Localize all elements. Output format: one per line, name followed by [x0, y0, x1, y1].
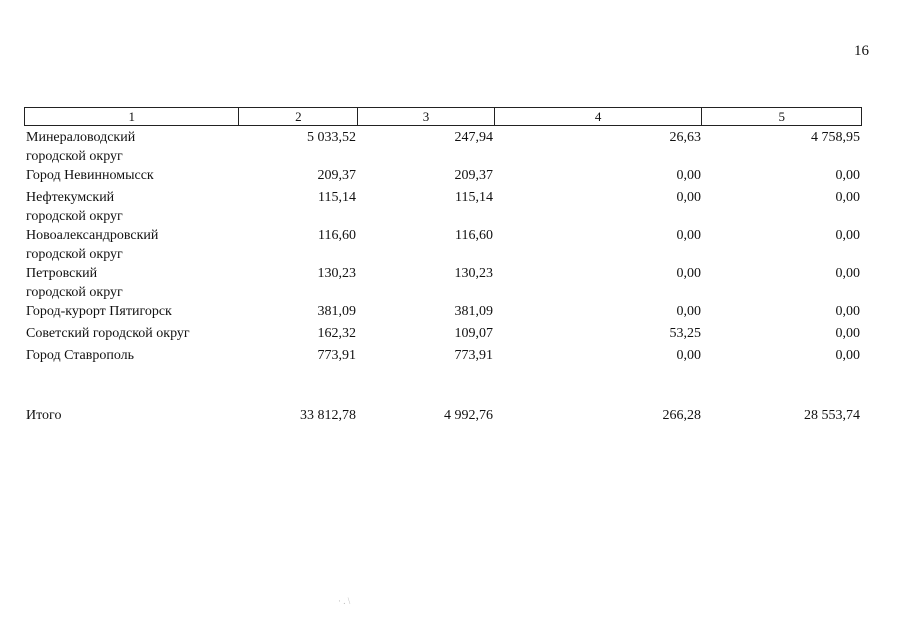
table-row — [24, 128, 862, 166]
table-header-row — [24, 107, 862, 126]
table-row — [24, 346, 862, 368]
cell-col-2: 116,60 — [318, 228, 356, 243]
row-name-line: городской округ — [26, 149, 123, 164]
header-col-1: 1 — [25, 108, 239, 125]
row-name-line: Нефтекумский — [26, 190, 115, 205]
cell-col-3: 247,94 — [454, 130, 493, 145]
cell-col-4: 0,00 — [676, 266, 701, 281]
total-col-3: 4 992,76 — [444, 408, 493, 423]
header-col-5: 5 — [778, 109, 785, 124]
row-name-line: городской округ — [26, 247, 123, 262]
cell-col-3: 381,09 — [454, 304, 493, 319]
cell-col-3: 209,37 — [454, 168, 493, 183]
header-col-4: 4 — [495, 108, 703, 125]
row-name — [24, 264, 239, 302]
table-row — [24, 264, 862, 302]
cell-col-2: 773,91 — [317, 348, 356, 363]
table-body — [24, 128, 862, 428]
total-row — [24, 406, 862, 428]
row-name: Город-курорт Пятигорск — [26, 304, 172, 319]
total-label: Итого — [26, 408, 62, 423]
cell-col-4: 0,00 — [676, 168, 701, 183]
table-row — [24, 188, 862, 226]
cell-col-3: 130,23 — [454, 266, 493, 281]
row-name-line: городской округ — [26, 285, 123, 300]
row-name — [24, 188, 239, 226]
row-name-line: Минераловодский — [26, 130, 136, 145]
cell-col-3: 773,91 — [454, 348, 493, 363]
cell-col-2: 162,32 — [317, 326, 356, 341]
cell-col-4: 0,00 — [676, 228, 701, 243]
total-col-5: 28 553,74 — [804, 408, 860, 423]
row-name: Город Невинномысск — [26, 168, 154, 183]
row-name — [24, 226, 239, 264]
cell-col-5: 0,00 — [835, 190, 860, 205]
cell-col-5: 0,00 — [835, 326, 860, 341]
scan-artifact: · . \ — [338, 596, 351, 606]
cell-col-2: 209,37 — [317, 168, 356, 183]
row-name-line: Петровский — [26, 266, 98, 281]
cell-col-2: 115,14 — [318, 190, 356, 205]
cell-col-3: 116,60 — [455, 228, 493, 243]
row-name: Город Ставрополь — [26, 348, 135, 363]
cell-col-5: 0,00 — [835, 266, 860, 281]
cell-col-5: 4 758,95 — [811, 130, 860, 145]
cell-col-3: 115,14 — [455, 190, 493, 205]
total-col-4: 266,28 — [662, 408, 701, 423]
cell-col-5: 0,00 — [835, 168, 860, 183]
cell-col-5: 0,00 — [835, 228, 860, 243]
row-name-line: Новоалександровский — [26, 228, 159, 243]
header-col-3: 3 — [358, 108, 495, 125]
table-row — [24, 166, 862, 188]
cell-col-4: 26,63 — [669, 130, 701, 145]
cell-col-4: 0,00 — [676, 348, 701, 363]
cell-col-2: 130,23 — [317, 266, 356, 281]
page-number: 16 — [854, 43, 869, 59]
cell-col-3: 109,07 — [454, 326, 493, 341]
row-name-line: городской округ — [26, 209, 123, 224]
total-col-2: 33 812,78 — [300, 408, 356, 423]
cell-col-2: 5 033,52 — [307, 130, 356, 145]
row-name — [24, 128, 239, 166]
cell-col-4: 0,00 — [676, 304, 701, 319]
row-name: Советский городской округ — [26, 326, 190, 341]
table-row — [24, 302, 862, 324]
cell-col-4: 0,00 — [676, 190, 701, 205]
cell-col-2: 381,09 — [317, 304, 356, 319]
cell-col-5: 0,00 — [835, 304, 860, 319]
table-row — [24, 226, 862, 264]
cell-col-4: 53,25 — [669, 326, 701, 341]
header-col-2: 2 — [239, 108, 358, 125]
table-row — [24, 324, 862, 346]
cell-col-5: 0,00 — [835, 348, 860, 363]
